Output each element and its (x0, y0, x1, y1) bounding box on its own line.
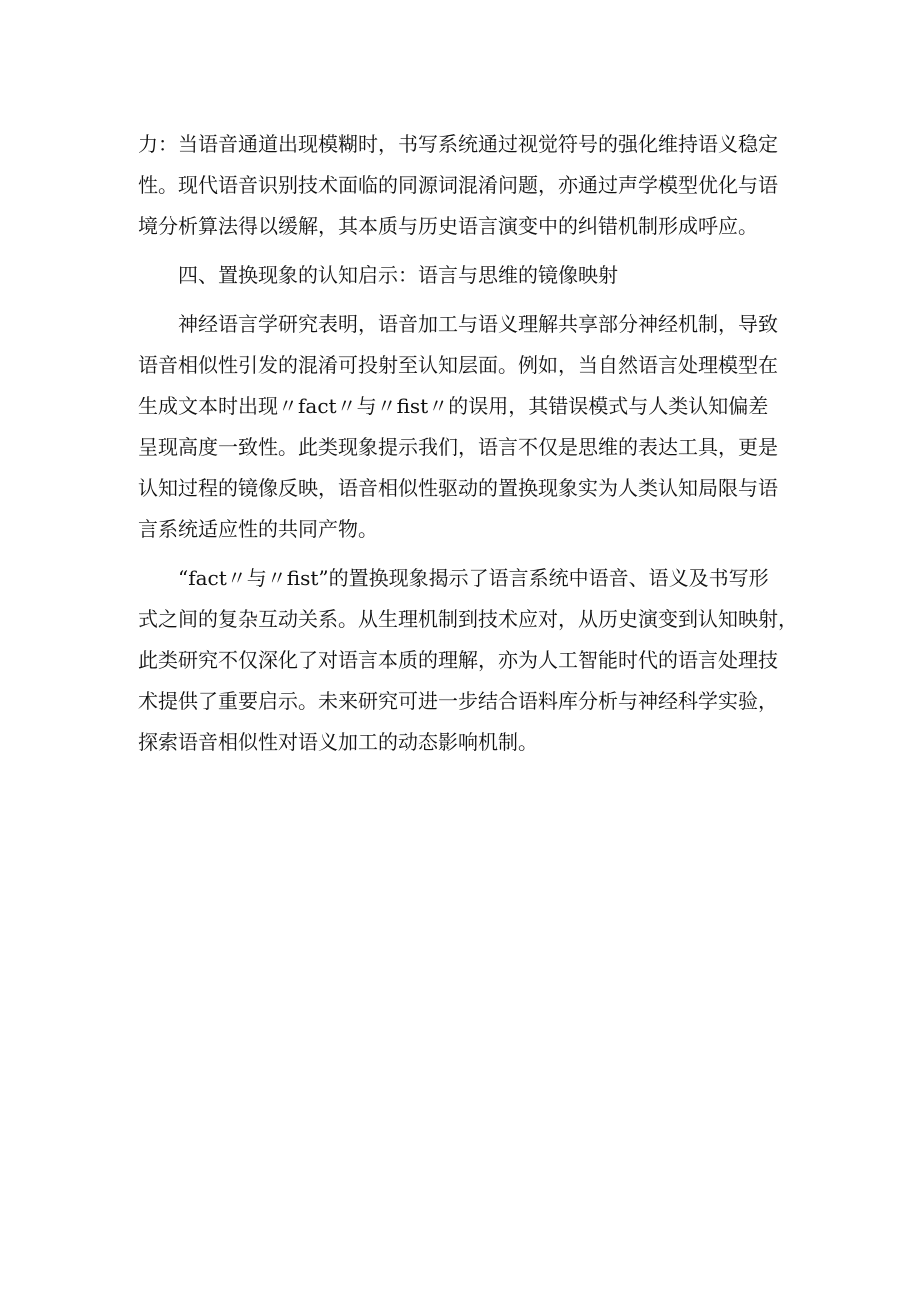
text-line: 呈现高度一致性。此类现象提示我们，语言不仅是思维的表达工具，更是 (138, 435, 778, 459)
text-line: 式之间的复杂互动关系。从生理机制到技术应对，从历史演变到认知映射， (138, 607, 798, 631)
document-body (138, 124, 798, 771)
cognition-paragraph (138, 304, 786, 550)
text-line: 此类研究不仅深化了对语言本质的理解，亦为人工智能时代的语言处理技 (138, 648, 778, 672)
text-line: 言系统适应性的共同产物。 (138, 517, 378, 541)
text-line: 性。现代语音识别技术面临的同源词混淆问题，亦通过声学模型优化与语 (138, 173, 778, 197)
text-line: 力：当语音通道出现模糊时，书写系统通过视觉符号的强化维持语义稳定 (138, 132, 778, 156)
text-line: 生成文本时出现〃fact〃与〃fist〃的误用，其错误模式与人类认知偏差 (138, 394, 769, 418)
text-line: 探索语音相似性对语义加工的动态影响机制。 (138, 730, 538, 754)
section-heading: 四、置换现象的认知启示：语言与思维的镜像映射 (178, 263, 618, 287)
text-line: “fact〃与〃fist”的置换现象揭示了语言系统中语音、语义及书写形 (178, 566, 769, 590)
text-line: 术提供了重要启示。未来研究可进一步结合语料库分析与神经科学实验， (138, 689, 778, 713)
text-line: 认知过程的镜像反映，语音相似性驱动的置换现象实为人类认知局限与语 (138, 476, 778, 500)
text-line: 神经语言学研究表明，语音加工与语义理解共享部分神经机制，导致 (178, 312, 778, 336)
continued-paragraph (138, 124, 786, 247)
text-line: 境分析算法得以缓解，其本质与历史语言演变中的纠错机制形成呼应。 (138, 214, 758, 238)
text-line: 语音相似性引发的混淆可投射至认知层面。例如，当自然语言处理模型在 (138, 353, 778, 377)
conclusion-paragraph (138, 558, 798, 763)
